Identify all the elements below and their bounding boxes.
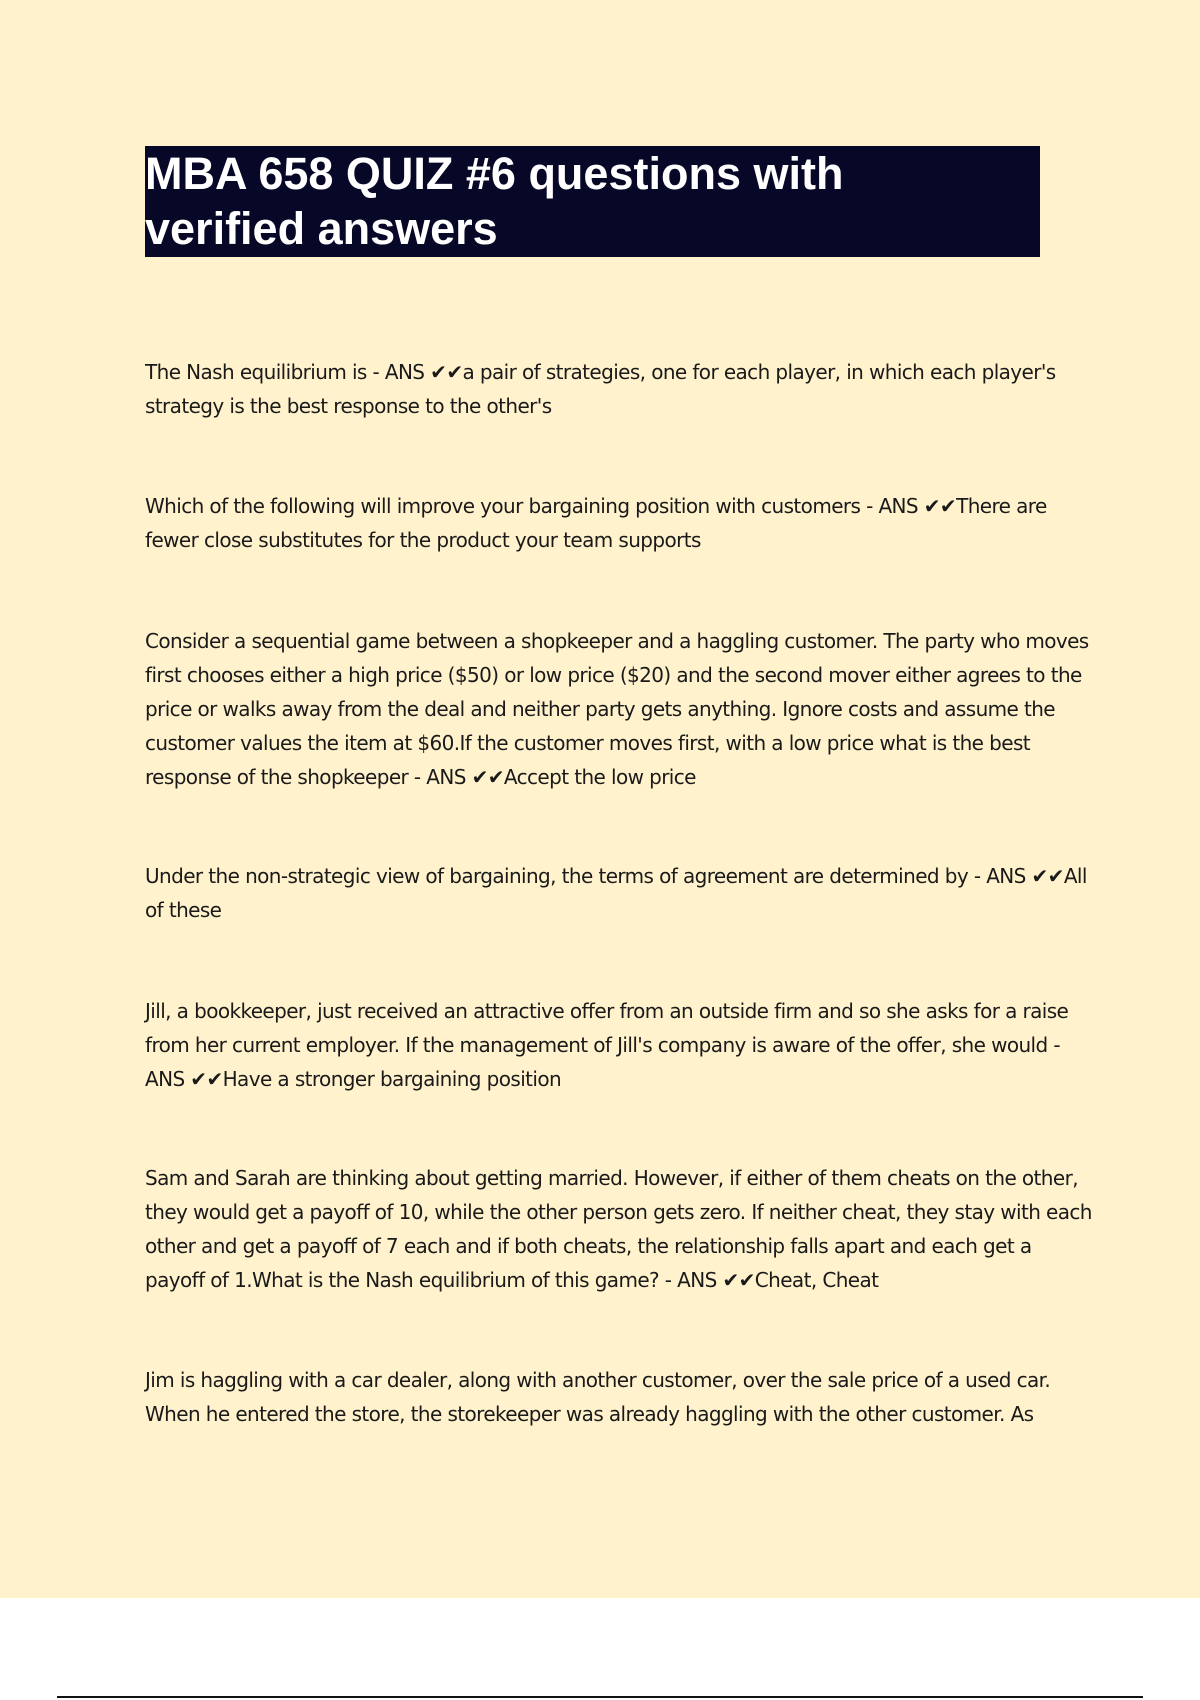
qa-entry-sam-sarah: Sam and Sarah are thinking about getting married. However, if either of them cheats on the other, they would get a payoff of 10, while the other person gets zero. If neither cheat, they stay with each other and get a payoff of 7 each and if both cheats, the relationship falls apart and each get a payoff of 1.What is the Nash equilibrium of this game? - ANS ✔✔Cheat, Cheat [145,1166,1092,1292]
qa-entry-nash-equilibrium: The Nash equilibrium is - ANS ✔✔a pair of strategies, one for each player, in which each player's strategy is the best response to the other's [145,360,1056,418]
qa-entry-jill-bookkeeper: Jill, a bookkeeper, just received an attractive offer from an outside firm and so she asks for a raise from her current employer. If the management of Jill's company is aware of the offer, she would - ANS ✔✔Have a stronger bargaining position [145,999,1069,1091]
title-line-1: MBA 658 QUIZ #6 questions with [145,148,844,199]
document-title [145,146,1040,257]
qa-entry-sequential-game: Consider a sequential game between a shopkeeper and a haggling customer. The party who moves first chooses either a high price ($50) or low price ($20) and the second mover either agrees to the price or walks away from the deal and neither party gets anything. Ignore costs and assume the customer values the item at $60.If the customer moves first, with a low price what is the best response of the shopkeeper - ANS ✔✔Accept the low price [145,629,1089,789]
qa-entry-bargaining-position: Which of the following will improve your bargaining position with customers - ANS ✔✔There are fewer close substitutes for the product your team supports [145,494,1047,552]
footer-divider [57,1696,1143,1698]
qa-entry-non-strategic-view: Under the non-strategic view of bargaining, the terms of agreement are determined by - ANS ✔✔All of these [145,864,1087,922]
qa-entry-jim-haggling: Jim is haggling with a car dealer, along with another customer, over the sale price of a used car. When he entered the store, the storekeeper was already haggling with the other customer. As [145,1368,1051,1426]
title-line-2: verified answers [145,203,498,254]
